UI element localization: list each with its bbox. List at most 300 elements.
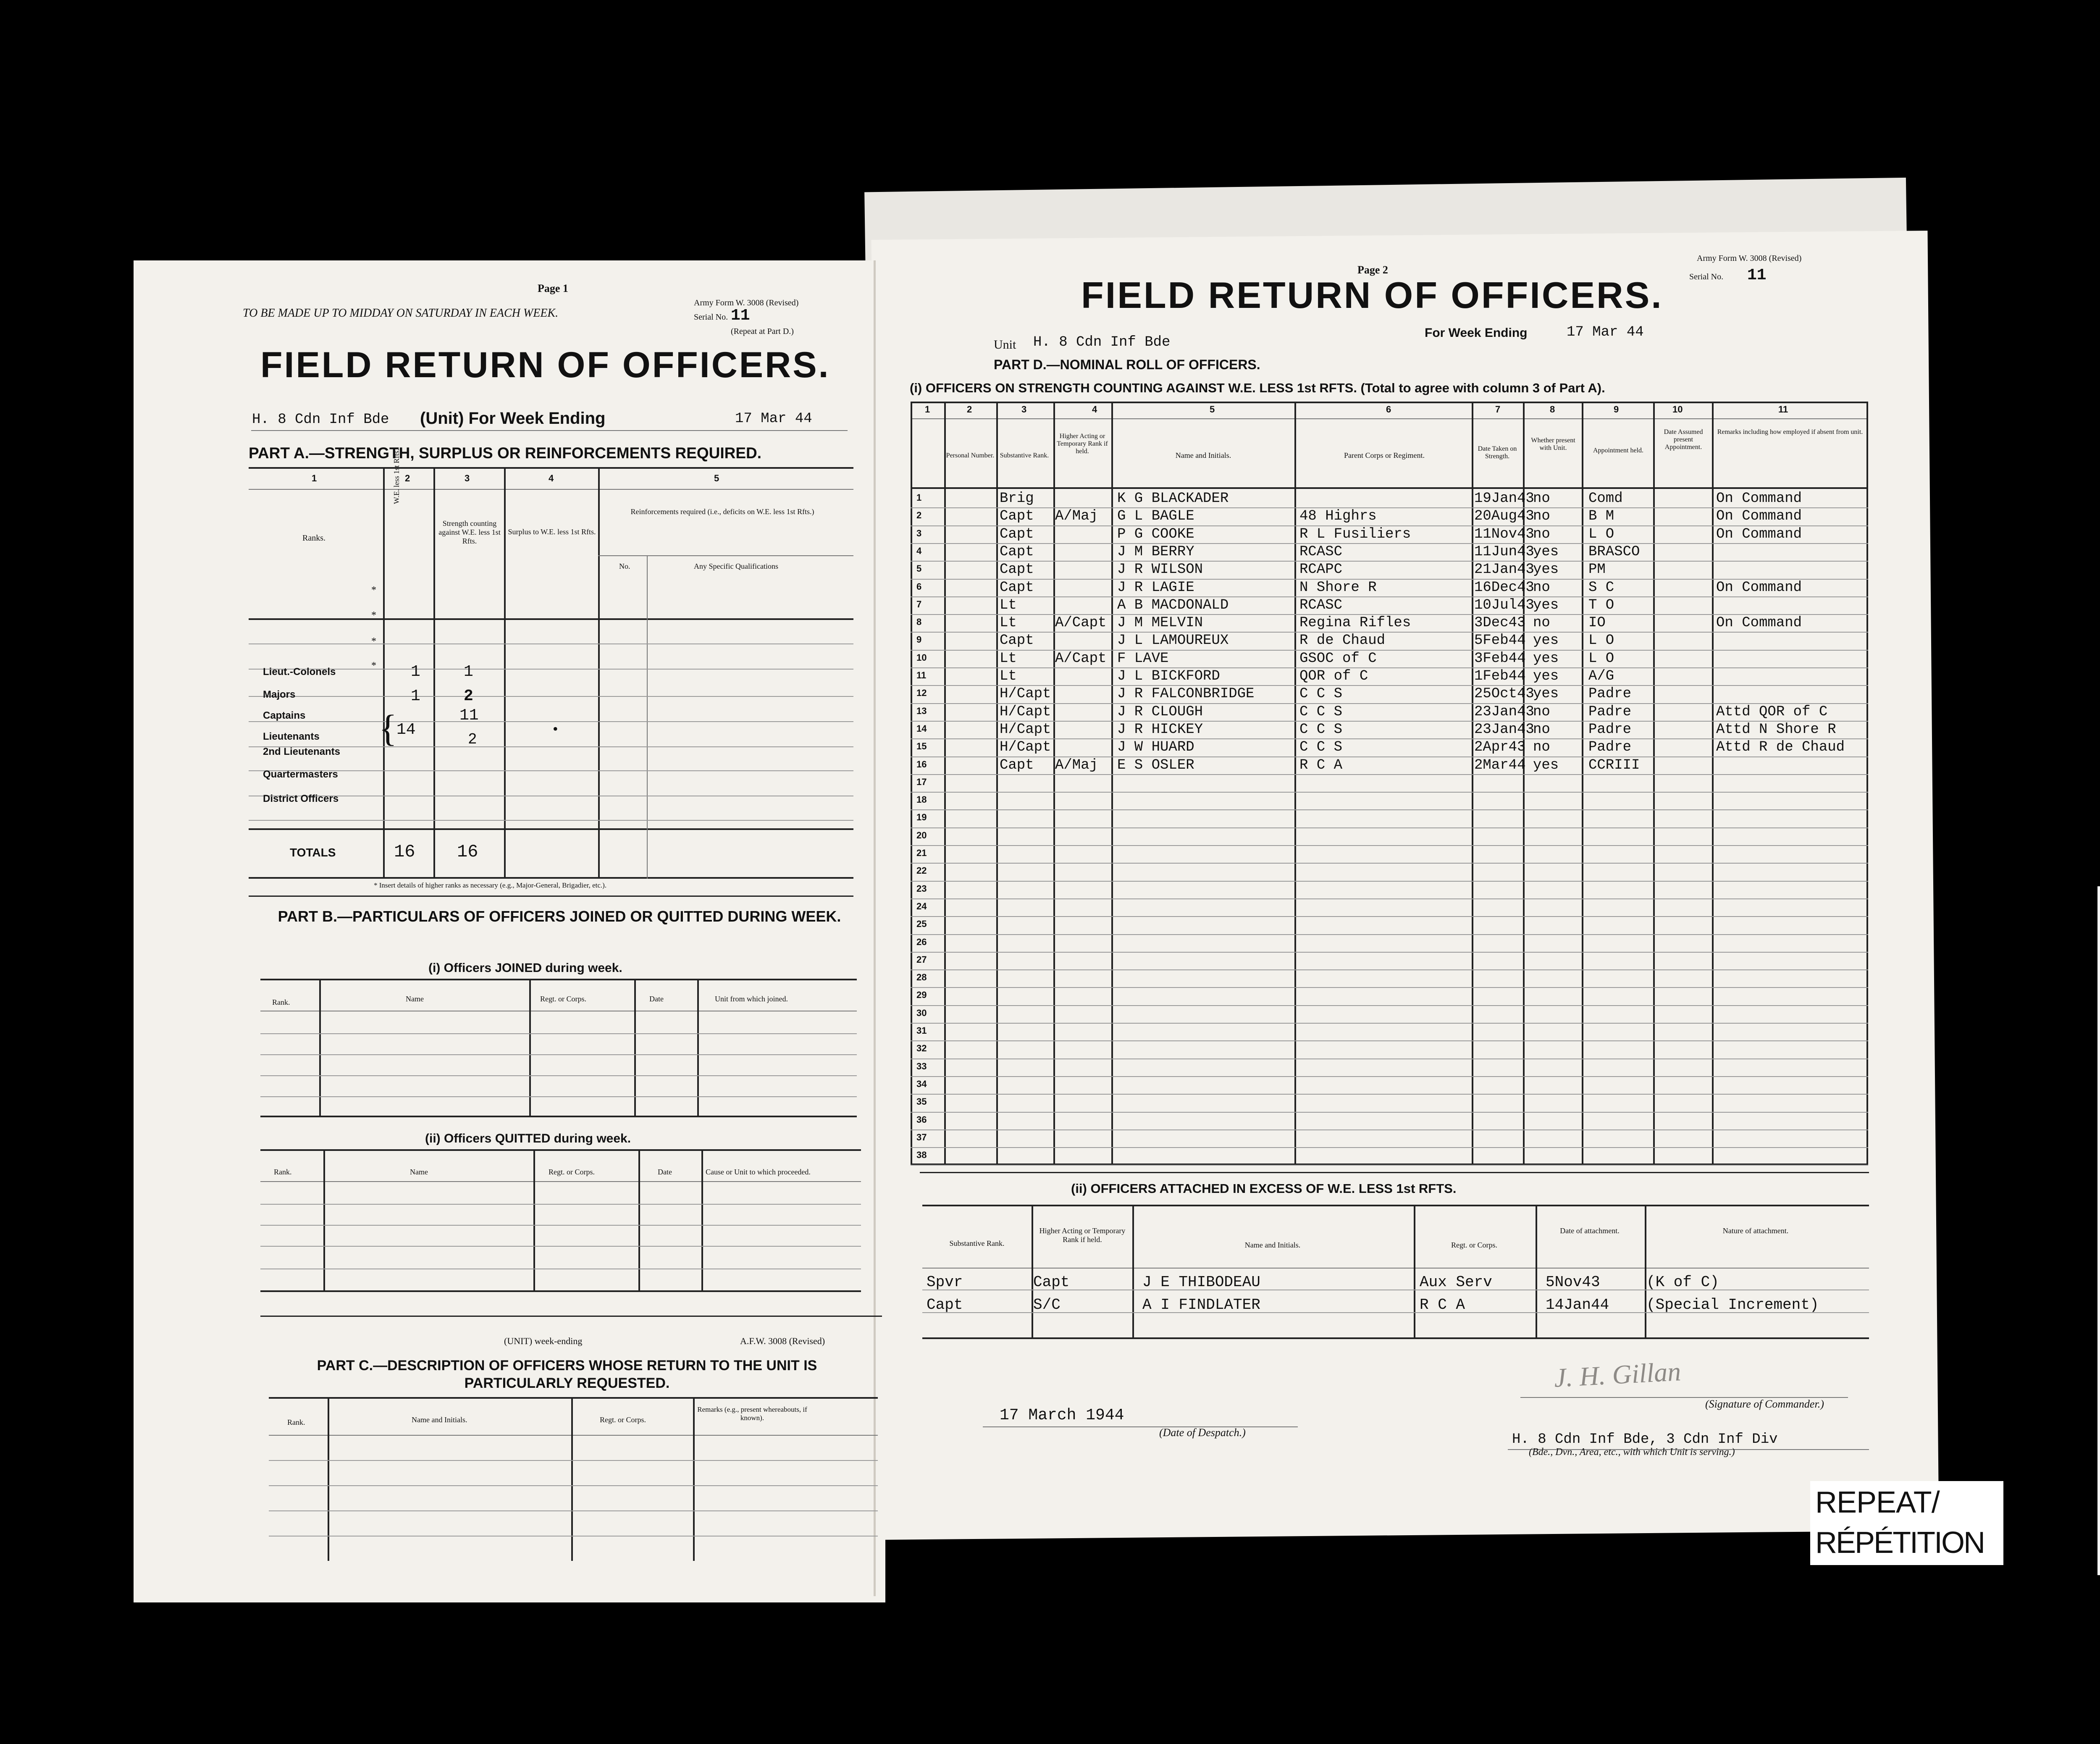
joined-title: (i) Officers JOINED during week. [428, 961, 622, 975]
footnote: * Insert details of higher ranks as necessary (e.g., Major-General, Brigadier, etc.). [374, 881, 607, 889]
roll-row-line [911, 1005, 1868, 1006]
roll-row-line [911, 916, 1868, 917]
att-substantive-rank: Capt [927, 1296, 963, 1313]
roll-remarks: On Command [1716, 508, 1802, 525]
a-header-no: No. [619, 562, 630, 570]
roll-row-line [911, 1112, 1868, 1113]
roll-appointment: T O [1588, 597, 1614, 613]
section-ii-heading: (ii) OFFICERS ATTACHED IN EXCESS OF W.E. LESS 1st RFTS. [1071, 1181, 1457, 1196]
a-col-3: 3 [465, 473, 470, 483]
a-col-1: 1 [312, 473, 317, 483]
roll-row-number: 32 [916, 1043, 927, 1054]
roll-row-number: 20 [916, 830, 927, 840]
roll-date-taken: 19Jan43 [1474, 491, 1534, 507]
part-b-heading: PART B.—PARTICULARS OF OFFICERS JOINED OR QUITTED DURING WEEK. [278, 908, 841, 925]
afw-label: A.F.W. 3008 (Revised) [740, 1336, 825, 1346]
page1-instruction: TO BE MADE UP TO MIDDAY ON SATURDAY IN EACH WEEK. [243, 307, 559, 320]
roll-appointment: L O [1588, 633, 1614, 649]
quitted-col-rank: Rank. [274, 1168, 292, 1176]
quitted-title: (ii) Officers QUITTED during week. [425, 1132, 631, 1145]
roll-row-line [911, 632, 1868, 633]
roll-present: no [1533, 704, 1550, 720]
page2-unit-value: H. 8 Cdn Inf Bde [1033, 334, 1171, 350]
roll-higher-rank: A/Capt [1055, 650, 1107, 667]
part-c-heading: PART C.—DESCRIPTION OF OFFICERS WHOSE RETURN TO THE UNIT IS PARTICULARLY REQUESTED. [317, 1358, 817, 1391]
joined-col-unit: Unit from which joined. [715, 995, 788, 1003]
roll-substantive-rank: Lt [1000, 597, 1017, 613]
roll-present: yes [1533, 668, 1559, 684]
a-col-5: 5 [714, 473, 719, 483]
roll-row-number: 37 [916, 1132, 927, 1143]
a-col-2: 2 [405, 473, 410, 483]
roll-parent-corps: C C S [1299, 704, 1343, 720]
d-header-appt: Appointment held. [1593, 447, 1643, 454]
brace: { [379, 708, 397, 749]
roll-row-line [911, 596, 1868, 597]
roll-row-line [911, 1040, 1868, 1041]
joined-col-date: Date [649, 995, 664, 1003]
roll-present: no [1533, 508, 1550, 525]
rank-strength-value: 2 [464, 687, 473, 705]
a-col-4: 4 [549, 473, 554, 483]
page2-week-value: 17 Mar 44 [1567, 324, 1644, 340]
signature-label: (Signature of Commander.) [1705, 1398, 1824, 1410]
a-header-we: W.E. less 1st Rfts. [392, 449, 401, 504]
roll-row-line [911, 1094, 1868, 1095]
a-header-qual: Any Specific Qualifications [694, 562, 778, 570]
roll-row-number: 8 [916, 617, 922, 628]
roll-date-taken: 3Feb44 [1474, 650, 1526, 667]
roll-row-number: 7 [916, 599, 922, 609]
roll-row-number: 14 [916, 723, 927, 734]
roll-row-number: 28 [916, 972, 927, 983]
roll-present: yes [1533, 562, 1559, 578]
roll-remarks: Attd N Shore R [1716, 721, 1836, 738]
roll-substantive-rank: Lt [1000, 650, 1017, 667]
roll-parent-corps: RCAPC [1299, 562, 1343, 578]
d-col-7: 7 [1495, 404, 1501, 415]
page2-serial-label: Serial No. [1689, 272, 1724, 281]
d-col-4: 4 [1092, 404, 1097, 415]
rank-label: 2nd Lieutenants [263, 746, 341, 757]
roll-remarks: On Command [1716, 491, 1802, 507]
totals-we: 16 [394, 842, 415, 862]
roll-row-line [911, 756, 1868, 757]
roll-row-number: 31 [916, 1025, 927, 1036]
rank-label: Majors [263, 689, 296, 700]
roll-present: yes [1533, 686, 1559, 702]
att-header-sub: Substantive Rank. [949, 1239, 1005, 1248]
att-header-date: Date of attachment. [1560, 1227, 1620, 1235]
roll-parent-corps: C C S [1299, 739, 1343, 756]
page1-army-form: Army Form W. 3008 (Revised) [694, 298, 799, 307]
roll-row-line [911, 774, 1868, 775]
roll-substantive-rank: Capt [1000, 562, 1034, 578]
roll-row-line [911, 881, 1868, 882]
roll-row-line [911, 1147, 1868, 1148]
roll-date-taken: 25Oct43 [1474, 686, 1534, 702]
att-header-higher: Higher Acting or Temporary Rank if held. [1039, 1227, 1126, 1244]
roll-parent-corps: RCASC [1299, 544, 1343, 560]
roll-substantive-rank: H/Capt [1000, 704, 1051, 720]
roll-appointment: Padre [1588, 721, 1632, 738]
page1-serial-value: 11 [731, 307, 750, 325]
roll-date-taken: 21Jan43 [1474, 562, 1534, 578]
rank-strength-value: 2 [468, 731, 477, 748]
page1-unit-value: H. 8 Cdn Inf Bde [252, 412, 389, 428]
c-col-regt: Regt. or Corps. [600, 1416, 646, 1424]
roll-date-taken: 5Feb44 [1474, 633, 1526, 649]
roll-parent-corps: C C S [1299, 686, 1343, 702]
page2-unit-label: Unit [994, 338, 1016, 352]
unit-underline [251, 430, 848, 431]
attached-table [922, 1205, 1869, 1339]
roll-row-line [911, 667, 1868, 668]
att-substantive-rank: Spvr [927, 1274, 963, 1291]
quitted-col-regt: Regt. or Corps. [549, 1168, 595, 1176]
section-ii-rule [920, 1172, 1869, 1173]
roll-row-number: 22 [916, 865, 927, 876]
roll-row-number: 27 [916, 954, 927, 965]
roll-row-number: 33 [916, 1061, 927, 1072]
roll-date-taken: 11Nov43 [1474, 526, 1534, 542]
roll-row-number: 29 [916, 990, 927, 1001]
roll-substantive-rank: H/Capt [1000, 739, 1051, 756]
c-col-remarks: Remarks (e.g., present whereabouts, if known). [697, 1405, 807, 1422]
rank-we-value: 14 [396, 721, 416, 739]
repeat-stamp [1810, 1481, 2003, 1565]
d-col-5: 5 [1210, 404, 1215, 415]
roll-officer-name: J R LAGIE [1117, 579, 1194, 596]
d-header-substantive: Substantive Rank. [1000, 452, 1049, 459]
roll-officer-name: J M BERRY [1117, 544, 1194, 560]
roll-date-taken: 2Apr43 [1474, 739, 1526, 756]
roll-present: yes [1533, 757, 1559, 773]
rank-we-value: 1 [411, 687, 420, 705]
roll-substantive-rank: Capt [1000, 633, 1034, 649]
rank-label: Lieut.-Colonels [263, 666, 336, 678]
att-nature: (Special Increment) [1646, 1296, 1819, 1313]
roll-row-line [911, 1023, 1868, 1024]
roll-remarks: Attd QOR of C [1716, 704, 1828, 720]
page1-number: Page 1 [538, 282, 568, 294]
roll-row-number: 1 [916, 492, 922, 503]
roll-row-number: 19 [916, 812, 927, 823]
d-header-name: Name and Initials. [1175, 451, 1231, 460]
roll-officer-name: J M MELVIN [1117, 615, 1203, 631]
roll-date-taken: 16Dec43 [1474, 579, 1534, 596]
roll-parent-corps: N Shore R [1299, 579, 1377, 596]
rank-label: Captains [263, 710, 306, 721]
att-higher-rank: S/C [1033, 1296, 1060, 1313]
roll-substantive-rank: Capt [1000, 757, 1034, 773]
surplus-mark: • [553, 720, 558, 737]
unit-stamp: H. 8 Cdn Inf Bde, 3 Cdn Inf Div [1512, 1431, 1778, 1447]
roll-substantive-rank: Capt [1000, 579, 1034, 596]
roll-row-number: 26 [916, 936, 927, 947]
roll-parent-corps: R de Chaud [1299, 633, 1386, 649]
roll-row-line [911, 561, 1868, 562]
roll-date-taken: 23Jan43 [1474, 721, 1534, 738]
d-header-remarks: Remarks including how employed if absent from unit. [1717, 428, 1863, 436]
page2-army-form: Army Form W. 3008 (Revised) [1697, 254, 1802, 263]
roll-substantive-rank: Capt [1000, 544, 1034, 560]
roll-higher-rank: A/Maj [1055, 508, 1098, 525]
d-header-present: Whether present with Unit. [1531, 437, 1575, 452]
roll-row-number: 38 [916, 1150, 927, 1161]
roll-present: no [1533, 579, 1550, 596]
page2-serial-value: 11 [1747, 266, 1767, 284]
roll-row-number: 25 [916, 919, 927, 930]
roll-row-line [911, 792, 1868, 793]
rank-label: District Officers [263, 793, 339, 804]
att-header-regt: Regt. or Corps. [1451, 1241, 1497, 1249]
d-col-1: 1 [925, 404, 930, 415]
archive-ref-strip [2097, 886, 2100, 1575]
roll-date-taken: 10Jul43 [1474, 597, 1534, 613]
roll-row-number: 17 [916, 776, 927, 787]
roll-present: no [1533, 739, 1550, 756]
roll-row-number: 36 [916, 1114, 927, 1125]
c-col-name: Name and Initials. [412, 1416, 467, 1424]
roll-substantive-rank: Capt [1000, 526, 1034, 542]
rank-we-value: 1 [411, 663, 420, 681]
roll-row-number: 15 [916, 741, 927, 752]
roll-officer-name: A B MACDONALD [1117, 597, 1229, 613]
rank-strength-value: 11 [459, 707, 479, 725]
roll-appointment: L O [1588, 650, 1614, 667]
roll-row-number: 9 [916, 634, 922, 645]
page2-week-label: For Week Ending [1425, 326, 1528, 340]
roll-present: yes [1533, 633, 1559, 649]
roll-appointment: BRASCO [1588, 544, 1640, 560]
signature-name: J. H. Gillan [1553, 1356, 1682, 1393]
roll-substantive-rank: H/Capt [1000, 686, 1051, 702]
roll-parent-corps: RCASC [1299, 597, 1343, 613]
a-header-surplus: Surplus to W.E. less 1st Rfts. [508, 528, 596, 536]
c-col-rank: Rank. [287, 1418, 305, 1426]
roll-substantive-rank: Lt [1000, 615, 1017, 631]
roll-present: no [1533, 526, 1550, 542]
roll-substantive-rank: Lt [1000, 668, 1017, 684]
roll-present: no [1533, 615, 1550, 631]
despatch-date: 17 March 1944 [1000, 1406, 1124, 1424]
roll-parent-corps: R C A [1299, 757, 1343, 773]
unit-stamp-label: (Bde., Dvn., Area, etc., with which Unit is serving.) [1529, 1447, 1735, 1458]
star-4: * [371, 660, 376, 671]
d-header-personal: Personal Number. [946, 452, 995, 459]
d-col-9: 9 [1614, 404, 1619, 415]
roll-officer-name: J R WILSON [1117, 562, 1203, 578]
unit-week-ending: (UNIT) week-ending [504, 1336, 583, 1346]
att-header-name: Name and Initials. [1244, 1241, 1301, 1249]
roll-remarks: On Command [1716, 615, 1802, 631]
roll-row-number: 5 [916, 563, 922, 574]
roll-present: yes [1533, 597, 1559, 613]
roll-appointment: S C [1588, 579, 1614, 596]
roll-officer-name: J R FALCONBRIDGE [1117, 686, 1255, 702]
att-officer-name: J E THIBODEAU [1142, 1274, 1260, 1291]
despatch-label: (Date of Despatch.) [1159, 1426, 1246, 1439]
page2-number: Page 2 [1357, 264, 1388, 276]
roll-row-number: 6 [916, 581, 922, 592]
roll-row-line [911, 827, 1868, 828]
roll-row-number: 18 [916, 794, 927, 805]
roll-row-number: 13 [916, 705, 927, 716]
att-nature: (K of C) [1646, 1274, 1719, 1291]
d-header-corps: Parent Corps or Regiment. [1344, 451, 1425, 460]
d-col-2: 2 [967, 404, 972, 415]
roll-officer-name: J R CLOUGH [1117, 704, 1203, 720]
d-header-assumed: Date Assumed present Appointment. [1664, 428, 1703, 451]
roll-officer-name: J W HUARD [1117, 739, 1194, 756]
roll-row-line [911, 1165, 1868, 1166]
roll-row-line [911, 987, 1868, 988]
roll-appointment: IO [1588, 615, 1606, 631]
roll-substantive-rank: Brig [1000, 491, 1034, 507]
page2-title: FIELD RETURN OF OFFICERS. [1081, 274, 1663, 316]
roll-row-line [911, 863, 1868, 864]
roll-appointment: L O [1588, 526, 1614, 542]
repeat-line-2: RÉPÉTITION [1815, 1526, 1984, 1560]
roll-row-line [911, 650, 1868, 651]
roll-remarks: Attd R de Chaud [1716, 739, 1845, 756]
roll-date-taken: 1Feb44 [1474, 668, 1526, 684]
part-b-rule [249, 896, 853, 897]
roll-date-taken: 2Mar44 [1474, 757, 1526, 773]
star-3: * [371, 636, 376, 647]
roll-parent-corps: 48 Highrs [1299, 508, 1377, 525]
roll-date-taken: 23Jan43 [1474, 704, 1534, 720]
roll-row-line [911, 809, 1868, 810]
roll-date-taken: 3Dec43 [1474, 615, 1526, 631]
roll-row-number: 2 [916, 510, 922, 521]
roll-officer-name: J R HICKEY [1117, 721, 1203, 738]
d-header-date: Date Taken on Strength. [1478, 445, 1517, 460]
roll-officer-name: P G COOKE [1117, 526, 1194, 542]
page1-unit-label: (Unit) For Week Ending [420, 409, 606, 428]
att-officer-name: A I FINDLATER [1142, 1296, 1260, 1313]
att-date: 5Nov43 [1546, 1274, 1600, 1291]
roll-row-number: 23 [916, 883, 927, 894]
a-header-strength: Strength counting against W.E. less 1st Rfts. [438, 519, 501, 545]
roll-remarks: On Command [1716, 526, 1802, 542]
roll-appointment: Padre [1588, 686, 1632, 702]
a-header-reinf: Reinforcements required (i.e., deficits on W.E. less 1st Rfts.) [630, 507, 814, 516]
roll-row-number: 11 [916, 670, 927, 680]
roll-row-number: 30 [916, 1007, 927, 1018]
totals-strength: 16 [457, 842, 478, 862]
part-c-rule [260, 1316, 882, 1317]
part-d-heading: PART D.—NOMINAL ROLL OF OFFICERS. [994, 357, 1260, 372]
att-higher-rank: Capt [1033, 1274, 1070, 1291]
roll-row-number: 4 [916, 545, 922, 556]
roll-row-line [911, 543, 1868, 544]
roll-appointment: A/G [1588, 668, 1614, 684]
joined-col-rank: Rank. [272, 998, 290, 1006]
joined-col-regt: Regt. or Corps. [540, 995, 586, 1003]
att-date: 14Jan44 [1546, 1296, 1609, 1313]
d-col-6: 6 [1386, 404, 1391, 415]
roll-date-taken: 11Jun43 [1474, 544, 1534, 560]
roll-row-line [911, 898, 1868, 899]
roll-row-line [911, 969, 1868, 970]
roll-appointment: CCRIII [1588, 757, 1640, 773]
repeat-line-1: REPEAT/ [1815, 1486, 1940, 1519]
page1-title: FIELD RETURN OF OFFICERS. [260, 345, 830, 385]
roll-officer-name: K G BLACKADER [1117, 491, 1229, 507]
roll-parent-corps: Regina Rifles [1299, 615, 1411, 631]
page1-repeat-note: (Repeat at Part D.) [731, 327, 794, 336]
att-regt: Aux Serv [1420, 1274, 1492, 1291]
despatch-line [983, 1426, 1298, 1427]
roll-row-number: 16 [916, 759, 927, 770]
page1-serial-label: Serial No. [694, 313, 728, 322]
roll-parent-corps: R L Fusiliers [1299, 526, 1411, 542]
fold-line [874, 260, 876, 1596]
page1-week-ending: 17 Mar 44 [735, 411, 812, 427]
quitted-col-date: Date [658, 1168, 672, 1176]
att-header-nature: Nature of attachment. [1722, 1227, 1789, 1235]
totals-label: TOTALS [290, 846, 336, 859]
roll-higher-rank: A/Capt [1055, 615, 1107, 631]
roll-row-line [911, 934, 1868, 935]
d-col-11: 11 [1778, 404, 1788, 415]
roll-row-number: 24 [916, 901, 927, 911]
section-i-heading: (i) OFFICERS ON STRENGTH COUNTING AGAINST W.E. LESS 1st RFTS. (Total to agree with column 3 of Part A). [910, 381, 1605, 395]
roll-parent-corps: C C S [1299, 721, 1343, 738]
d-header-higher: Higher Acting or Temporary Rank if held. [1057, 433, 1108, 455]
roll-row-line [911, 845, 1868, 846]
roll-row-number: 10 [916, 652, 927, 663]
roll-appointment: Padre [1588, 739, 1632, 756]
roll-substantive-rank: Capt [1000, 508, 1034, 525]
part-a-heading: PART A.—STRENGTH, SURPLUS OR REINFORCEMENTS REQUIRED. [249, 444, 762, 462]
roll-remarks: On Command [1716, 579, 1802, 596]
roll-appointment: Comd [1588, 491, 1623, 507]
roll-row-line [911, 1076, 1868, 1077]
roll-row-number: 12 [916, 688, 927, 699]
roll-appointment: PM [1588, 562, 1606, 578]
roll-present: yes [1533, 544, 1559, 560]
d-col-10: 10 [1672, 404, 1683, 415]
roll-appointment: Padre [1588, 704, 1632, 720]
roll-parent-corps: GSOC of C [1299, 650, 1377, 667]
quitted-col-cause: Cause or Unit to which proceeded. [706, 1168, 811, 1176]
d-col-8: 8 [1550, 404, 1555, 415]
roll-row-line [911, 685, 1868, 686]
roll-officer-name: J L LAMOUREUX [1117, 633, 1229, 649]
star-1: * [371, 585, 376, 596]
roll-row-number: 3 [916, 528, 922, 538]
rank-label: Lieutenants [263, 731, 320, 742]
roll-present: yes [1533, 650, 1559, 667]
roll-row-number: 35 [916, 1096, 927, 1107]
roll-row-line [911, 952, 1868, 953]
roll-officer-name: F LAVE [1117, 650, 1169, 667]
joined-col-name: Name [406, 995, 424, 1003]
roll-row-number: 34 [916, 1078, 927, 1089]
roll-parent-corps: QOR of C [1299, 668, 1368, 684]
roll-date-taken: 20Aug43 [1474, 508, 1534, 525]
roll-substantive-rank: H/Capt [1000, 721, 1051, 738]
roll-officer-name: G L BAGLE [1117, 508, 1194, 525]
rank-label: Quartermasters [263, 769, 338, 780]
star-2: * [371, 610, 376, 621]
roll-row-line [911, 1058, 1868, 1059]
roll-present: no [1533, 721, 1550, 738]
quitted-col-name: Name [410, 1168, 428, 1176]
